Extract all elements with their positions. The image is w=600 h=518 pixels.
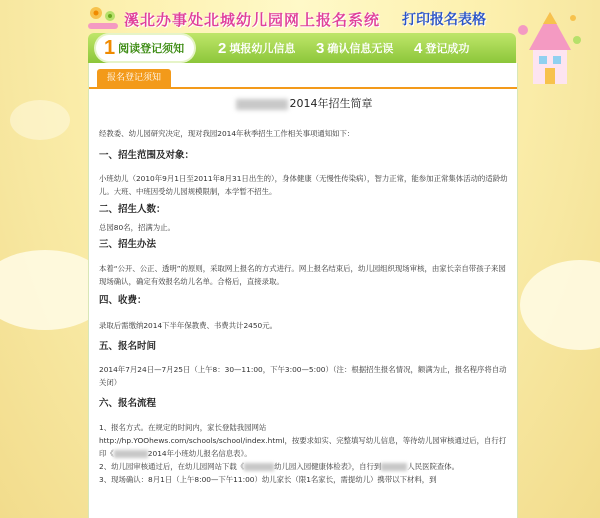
section-heading: 五、报名时间 (99, 341, 157, 352)
section-body: 总园80名，招满为止。 (99, 223, 175, 232)
redacted-name (236, 99, 288, 110)
list-item: 3、现场确认：8月1日（上午8:00—下午11:00）幼儿家长（限1名家长，需提幼儿）携带以下材料，到 (99, 475, 437, 484)
tab-registration-notice[interactable]: 报名登记须知 (97, 69, 171, 87)
list-item (99, 460, 509, 473)
list-item-text: 2014年小班幼儿报名信息表》。 (147, 449, 252, 458)
site-header (0, 0, 600, 34)
section-heading: 一、招生范围及对象： (99, 150, 195, 161)
tab-bar (89, 69, 517, 89)
redacted-name (381, 463, 407, 471)
section-body: 录取后需缴纳2014下半年保教费、书费共计2450元。 (99, 321, 278, 330)
step-number: 4 (414, 39, 423, 57)
redacted-name (244, 463, 274, 471)
list-item (99, 434, 509, 460)
site-title: 溪北办事处北城幼儿园网上报名系统 (124, 11, 381, 29)
step-label: 填报幼儿信息 (229, 42, 296, 55)
step-number: 2 (218, 39, 227, 57)
step-label: 确认信息无误 (327, 42, 394, 55)
main-panel (88, 63, 518, 518)
section-body: 本着“公开、公正、透明”的原则，采取网上报名的方式进行。网上报名结束后，幼儿园组织现场审核，由家长亲自带孩子来园现场确认，确定有效报名幼儿名单。合格后，直接录取。 (99, 264, 506, 286)
step-label: 登记成功 (425, 42, 470, 55)
list-item: 1、报名方式。在规定的时间内，家长登陆我园网站 (99, 423, 267, 432)
step-fill-info (218, 38, 295, 58)
redacted-name (114, 450, 148, 458)
step-number: 1 (104, 36, 116, 59)
flower-logo-icon (86, 4, 120, 30)
list-item-text: 幼儿园入园健康体检表》，自行到 (274, 462, 382, 471)
document-title (99, 95, 509, 111)
step-confirm-info (316, 38, 393, 58)
intro-paragraph: 经教委、幼儿园研究决定，现对我园2014年秋季招生工作相关事项通知如下： (99, 129, 355, 138)
list-item-text: 2、幼儿园审核通过后，在幼儿园网站下载《 (99, 462, 245, 471)
step-label: 阅读登记须知 (118, 42, 185, 55)
section-heading: 二、招生人数： (99, 204, 166, 215)
step-number: 3 (316, 39, 325, 57)
document-title-text: 2014年招生简章 (289, 97, 373, 110)
notice-document (99, 93, 509, 486)
website-url[interactable]: http://hp.YOOhews.com/schools/school/index.html，按要求如实、完整填写幼儿信息，等待幼儿园审核通过后，自行打印《 (99, 436, 507, 458)
print-form-link[interactable]: 打印报名表格 (402, 12, 486, 28)
list-item-text: 人民医院查体。 (407, 462, 460, 471)
section-heading: 六、报名流程 (99, 398, 157, 409)
section-body: 2014年7月24日—7月25日（上午8：30—11:00，下午3:00—5:00）（注：根据招生报名情况，额满为止，报名程序将自动关闭） (99, 365, 507, 387)
section-body: 小班幼儿（2010年9月1日至2011年8月31日出生的），身体健康（无慢性传染病），智力正常，能参加正常集体活动的适龄幼儿。大班、中班因受幼儿园规模限制，本学暂不招生。 (99, 174, 508, 196)
section-heading: 四、收费： (99, 295, 147, 306)
section-heading: 三、招生办法 (99, 239, 157, 250)
registration-steps (88, 33, 516, 63)
step-read-notice (96, 35, 194, 61)
step-success (414, 38, 469, 58)
cloud-decoration (10, 100, 70, 140)
